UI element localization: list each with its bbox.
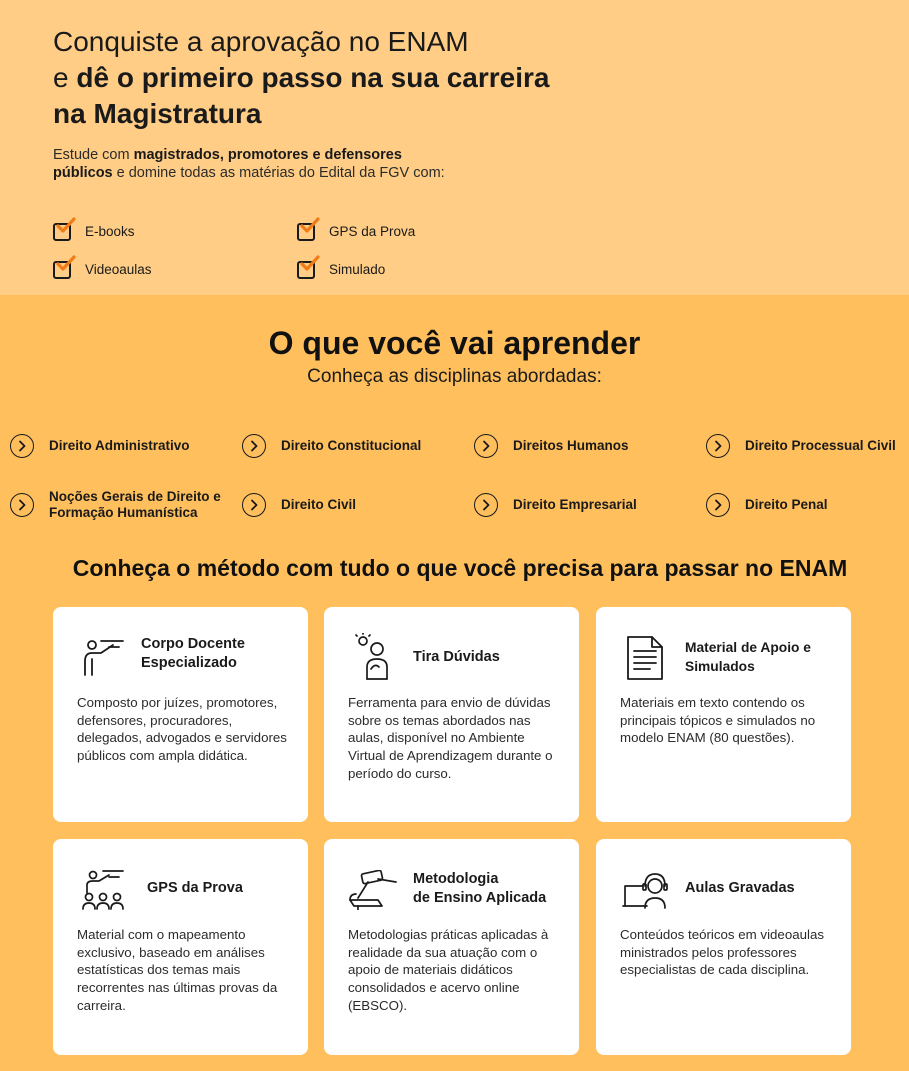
method-card [596,607,851,822]
discipline-item[interactable] [706,434,896,458]
method-card [324,839,579,1055]
discipline-item[interactable] [242,434,421,458]
card-title: Metodologia de Ensino Aplicada [413,871,547,906]
chevron-right-icon [10,493,34,517]
card-body: Material com o mapeamento exclusivo, baseado em análises estatísticas dos temas mais recorrentes nas últimas provas da carreira. [77,927,278,1013]
feature-simulado [297,258,385,280]
discipline-label: Direitos Humanos [513,438,629,453]
discipline-item[interactable] [474,493,637,517]
thinking-person-icon [353,633,393,686]
chevron-right-icon [706,493,730,517]
learn-title: O que você vai aprender [268,325,641,361]
card-title: Corpo Docente Especializado [141,636,245,671]
discipline-item[interactable] [10,434,190,458]
feature-ebooks [53,220,135,242]
teacher-presenting-icon [79,635,127,684]
chevron-right-icon [242,493,266,517]
learn-subtitle: Conheça as disciplinas abordadas: [307,366,602,387]
chevron-right-icon [474,493,498,517]
discipline-item[interactable] [10,489,224,521]
card-title: Material de Apoio e Simulados [685,640,811,674]
card-title: Aulas Gravadas [685,880,795,896]
discipline-label: Noções Gerais de Direito e Formação Humanística [49,489,221,520]
class-presentation-icon [79,869,127,916]
headset-laptop-icon [621,870,671,915]
hero-title [53,24,573,132]
checkbox-icon [53,220,75,242]
method-card [53,839,308,1055]
desc-text: Estude com [53,147,134,163]
card-body: Composto por juízes, promotores, defensores, procuradores, delegados, advogados e servidores públicos com ampla didática. [77,695,287,764]
method-card [596,839,851,1055]
checkbox-icon [297,220,319,242]
checkbox-icon [297,258,319,280]
feature-label: GPS da Prova [329,223,416,239]
hero-section [0,0,909,295]
card-body: Conteúdos teóricos em videoaulas ministrados pelos professores especialistas de cada disciplina. [620,927,825,978]
discipline-label: Direito Civil [281,497,357,512]
discipline-label: Direito Penal [745,497,828,512]
discipline-label: Direito Empresarial [513,497,637,512]
checkbox-icon [53,258,75,280]
discipline-item[interactable] [242,493,356,517]
feature-label: Simulado [329,261,386,277]
feature-videoaulas [53,258,152,280]
card-title: GPS da Prova [147,880,243,896]
discipline-item[interactable] [706,493,828,517]
discipline-label: Direito Processual Civil [745,438,896,453]
feature-label: E-books [85,223,135,239]
chevron-right-icon [474,434,498,458]
chevron-right-icon [242,434,266,458]
hero-title-line1: Conquiste a aprovação no ENAM [53,26,469,57]
card-title: Tira Dúvidas [413,649,500,665]
hero-title-e: e [53,62,77,93]
hero-title-bold: dê o primeiro passo na sua carreira na Magistratura [53,62,550,129]
feature-gps [297,220,415,242]
chevron-right-icon [10,434,34,458]
discipline-item[interactable] [474,434,629,458]
chevron-right-icon [706,434,730,458]
card-body: Metodologias práticas aplicadas à realidade da sua atuação com o apoio de materiais didáticos consolidados e acervo online (EBSCO). [348,927,549,1013]
document-icon [626,635,666,686]
card-body: Materiais em texto contendo os principais tópicos e simulados no modelo ENAM (80 questões). [620,695,816,746]
method-card [53,607,308,822]
card-body: Ferramenta para envio de dúvidas sobre os temas abordados nas aulas, disponível no Ambiente Virtual de Aprendizagem durante o período do curso. [348,695,553,781]
gavel-book-icon [348,870,400,915]
feature-label: Videoaulas [85,261,152,277]
method-card [324,607,579,822]
desc-text-2: e domine todas as matérias do Edital da FGV com: [112,164,445,181]
method-title: Conheça o método com tudo o que você precisa para passar no ENAM [72,555,848,581]
hero-description [53,147,453,182]
desc-bold: magistrados, promotores e defensores públicos [53,147,402,181]
discipline-label: Direito Constitucional [281,438,422,453]
discipline-label: Direito Administrativo [49,438,190,453]
